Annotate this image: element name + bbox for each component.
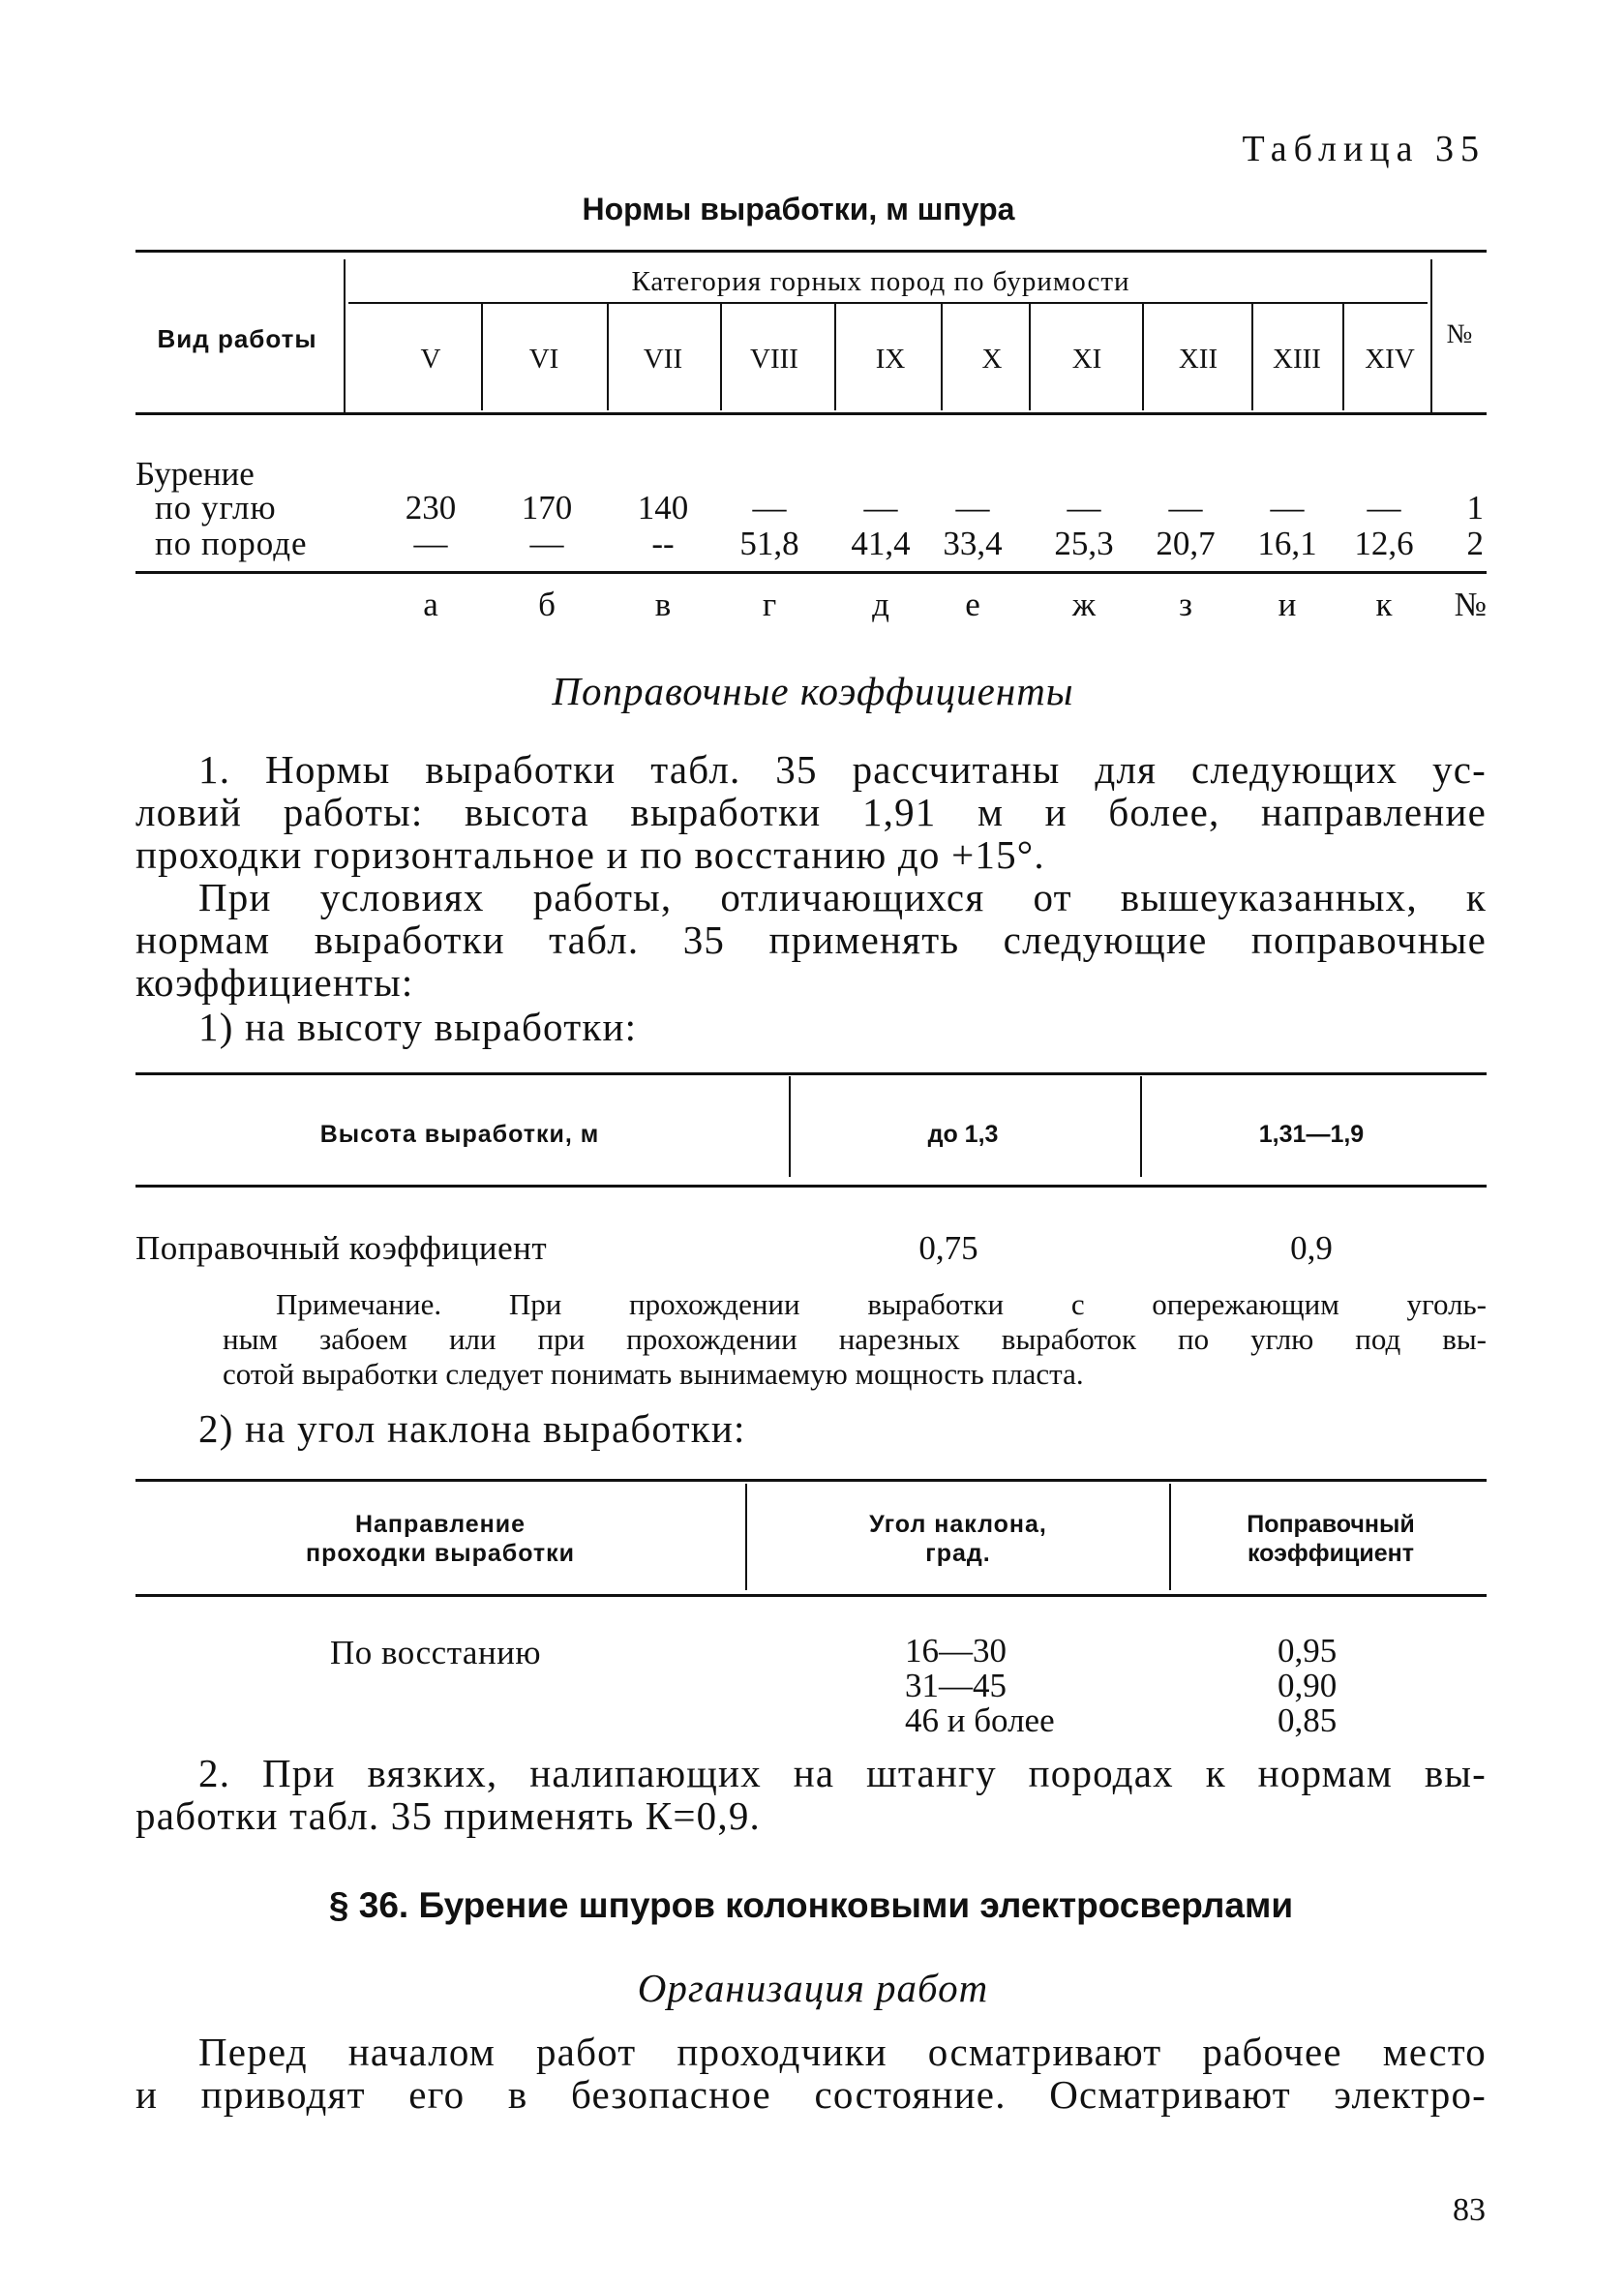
column-letter: з (1179, 586, 1192, 623)
note-line: Примечание. При прохождении выработки с опережающим уголь- (276, 1287, 1487, 1321)
row-label: по породе (155, 525, 308, 562)
group-label: Бурение (135, 455, 255, 493)
list-item: 2) на угол наклона выработки: (198, 1406, 746, 1451)
table-cell: — (1367, 489, 1401, 527)
table35-divider (481, 304, 483, 410)
angle-values (905, 1634, 1055, 1738)
header-work-type: Вид работы (157, 324, 317, 353)
row-number: 1 (1466, 489, 1484, 527)
paragraph-line: При условиях работы, отличающихся от вышеуказанных, к (198, 875, 1487, 919)
table-cell: 230 (405, 489, 457, 527)
angle-header-line: град. (925, 1540, 991, 1567)
table35-top-rule (135, 250, 1487, 253)
column-letter: д (872, 586, 889, 623)
row-label: по углю (155, 489, 277, 527)
column-letter: ж (1071, 586, 1097, 623)
table-cell: 33,4 (943, 525, 1003, 562)
angle-header-line: проходки выработки (305, 1540, 576, 1567)
angle-table-header (145, 1510, 736, 1568)
paragraph-line: коэффициенты: (135, 960, 414, 1005)
table-cell: — (863, 489, 898, 527)
paragraph-line: проходки горизонтальное и по восстанию до +15°. (135, 832, 1045, 877)
angle-table-top-rule (135, 1479, 1487, 1482)
paragraph (135, 876, 1487, 1004)
paragraph-line: нормам выработки табл. 35 применять следующие поправочные (135, 918, 1487, 962)
paragraph (135, 748, 1487, 876)
note (135, 1287, 1487, 1392)
section-title: § 36. Бурение шпуров колонковыми электросверлами (328, 1885, 1294, 1925)
paragraph-line: работки табл. 35 применять К=0,9. (135, 1793, 761, 1838)
letters-number: № (1454, 586, 1487, 623)
table-cell: 140 (637, 489, 689, 527)
table35-divider (720, 304, 722, 410)
category-header: V (420, 344, 441, 375)
table-cell: 25,3 (1054, 525, 1114, 562)
paragraph-line: Перед началом работ проходчики осматривают рабочее место (198, 2030, 1487, 2074)
column-letter: в (654, 586, 672, 623)
paragraph-line: и приводят его в безопасное состояние. Осматривают электро- (135, 2072, 1487, 2117)
angle-table-bottom-rule (135, 1594, 1487, 1597)
height-table-col: 1,31—1,9 (1258, 1121, 1365, 1148)
column-letter: к (1375, 586, 1393, 623)
paragraph-line: 2. При вязких, налипающих на штангу породах к нормам вы- (198, 1751, 1487, 1795)
paragraph (135, 1752, 1487, 1837)
column-letter: и (1278, 586, 1297, 623)
table-cell: 170 (521, 489, 573, 527)
table35-header-rule (135, 412, 1487, 415)
header-rock-category: Категория горных пород по буримости (631, 266, 1130, 297)
height-table-top-rule (135, 1072, 1487, 1075)
table-cell: — (529, 525, 564, 562)
angle-value: 46 и более (905, 1701, 1055, 1739)
height-table-row-label: Поправочный коэффициент (135, 1229, 548, 1267)
height-table-bottom-rule (135, 1185, 1487, 1188)
angle-value: 16—30 (905, 1632, 1007, 1670)
page-number: 83 (1453, 2192, 1486, 2228)
subsection-title: Организация работ (637, 1966, 989, 2010)
height-table-header: Высота выработки, м (319, 1121, 600, 1148)
section-heading: Поправочные коэффициенты (552, 669, 1074, 713)
table35-divider (607, 304, 609, 410)
angle-table-divider (1169, 1484, 1171, 1590)
angle-header-line: Угол наклона, (869, 1511, 1047, 1538)
angle-table-header (1176, 1510, 1486, 1568)
table-title: Нормы выработки, м шпура (582, 192, 1015, 226)
height-table-divider (1140, 1076, 1142, 1177)
table35-divider (1142, 304, 1144, 410)
note-line: сотой выработки следует понимать вынимаемую мощность пласта. (223, 1357, 1084, 1391)
list-item: 1) на высоту выработки: (198, 1005, 638, 1049)
column-letter: а (423, 586, 438, 623)
category-header: X (981, 344, 1003, 375)
table35-divider (941, 304, 943, 410)
category-header: IX (875, 344, 906, 375)
paragraph-line: 1. Нормы выработки табл. 35 рассчитаны для следующих ус- (198, 747, 1487, 792)
table35-divider (344, 259, 346, 412)
table-cell: -- (651, 525, 675, 562)
coef-value: 0,95 (1278, 1632, 1338, 1670)
category-header: VII (643, 344, 683, 375)
category-header: XII (1178, 344, 1218, 375)
paragraph (135, 2031, 1487, 2116)
table-cell: — (1168, 489, 1203, 527)
note-line: ным забоем или при прохождении нарезных выработок по углю под вы- (223, 1322, 1487, 1356)
angle-table-divider (745, 1484, 747, 1590)
row-number: 2 (1466, 525, 1484, 562)
angle-header-line: Направление (354, 1511, 526, 1538)
table-cell: 41,4 (851, 525, 911, 562)
paragraph-line: ловий работы: высота выработки 1,91 м и более, направление (135, 790, 1487, 834)
table-cell: — (413, 525, 448, 562)
height-table-col: до 1,3 (927, 1121, 999, 1148)
angle-value: 31—45 (905, 1667, 1007, 1704)
table-cell: 12,6 (1354, 525, 1414, 562)
height-table-divider (789, 1076, 791, 1177)
table-cell: — (752, 489, 787, 527)
table-cell: — (955, 489, 990, 527)
coef-value: 0,90 (1278, 1667, 1338, 1704)
table35-category-rule (348, 302, 1428, 304)
category-header: VI (528, 344, 559, 375)
category-header: VIII (750, 344, 798, 375)
table35-bottom-rule (135, 571, 1487, 574)
angle-header-line: Поправочный (1247, 1511, 1415, 1538)
header-number: № (1446, 319, 1473, 349)
coef-values (1278, 1634, 1337, 1738)
table-cell: — (1270, 489, 1305, 527)
table-cell: 51,8 (739, 525, 799, 562)
category-header: XI (1071, 344, 1102, 375)
table-cell: 16,1 (1257, 525, 1317, 562)
column-letter: б (538, 586, 556, 623)
table-cell: — (1067, 489, 1101, 527)
column-letter: е (965, 586, 980, 623)
table35-divider (834, 304, 836, 410)
category-header: XIV (1365, 344, 1415, 375)
height-table-value: 0,9 (1290, 1229, 1333, 1267)
category-header: XIII (1273, 344, 1321, 375)
height-table-value: 0,75 (918, 1229, 978, 1267)
angle-header-line: коэффициент (1247, 1540, 1415, 1567)
angle-direction: По восстанию (329, 1634, 542, 1671)
coef-value: 0,85 (1278, 1701, 1338, 1739)
table-label: Таблица 35 (1242, 129, 1486, 169)
table-cell: 20,7 (1156, 525, 1216, 562)
column-letter: г (762, 586, 777, 623)
angle-table-header (755, 1510, 1161, 1568)
